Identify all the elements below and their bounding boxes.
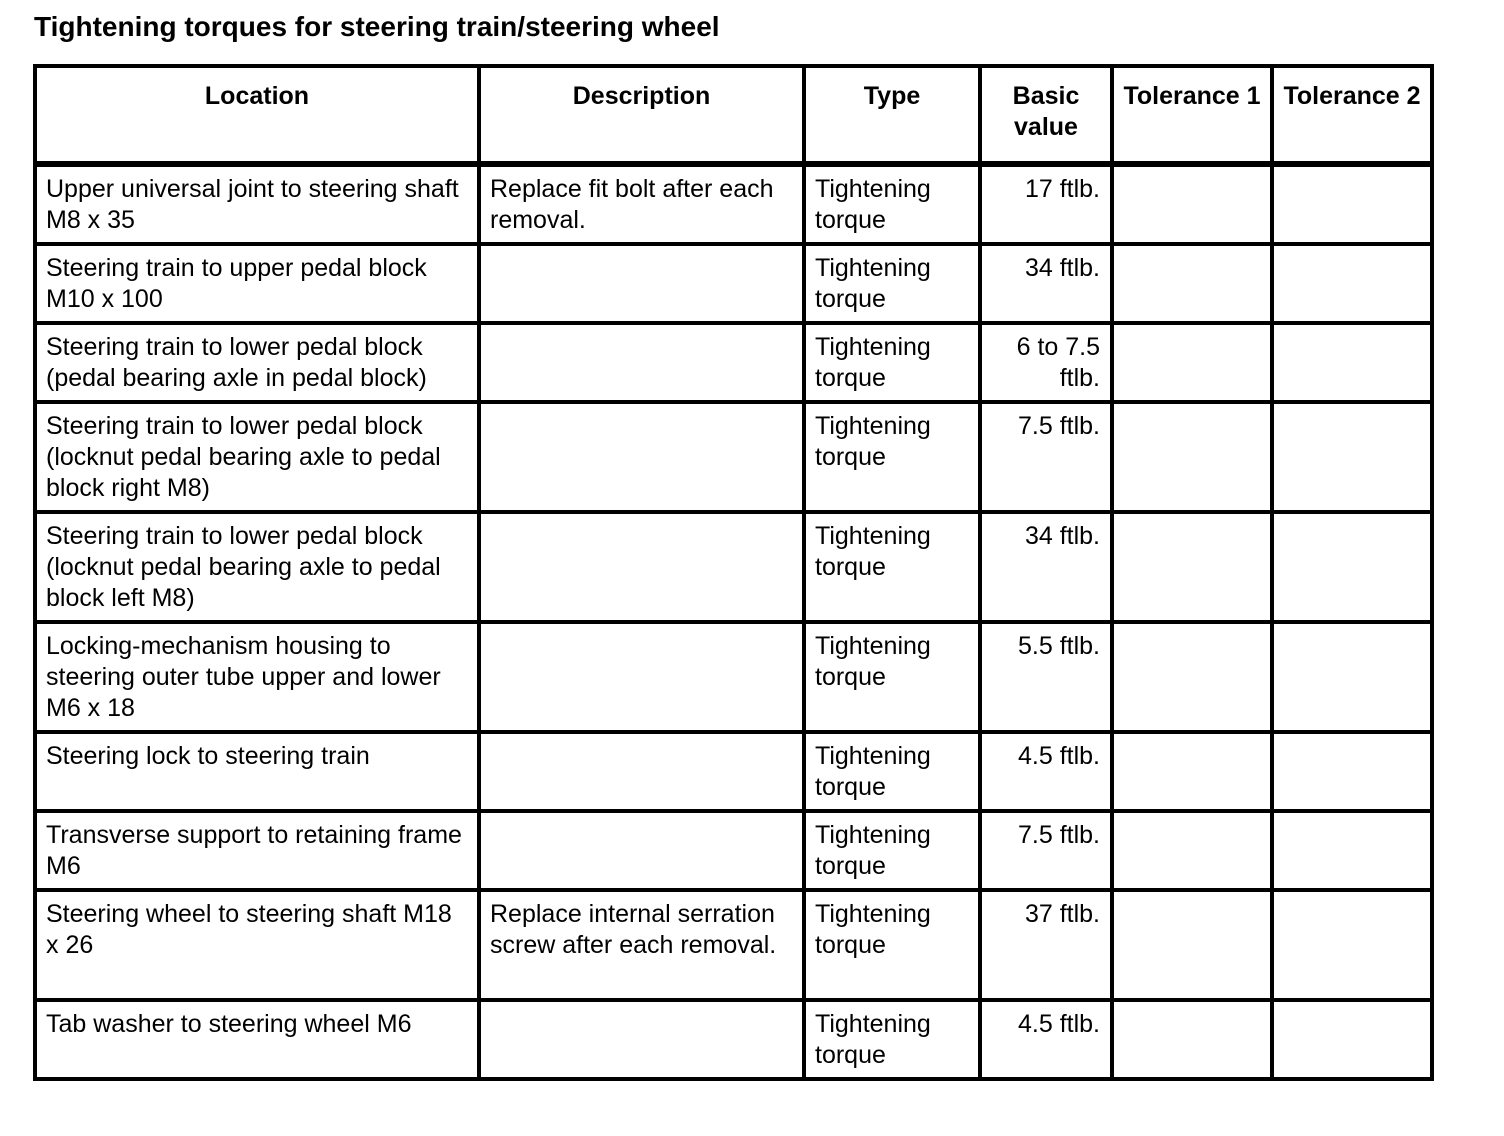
cell-type: Tightening torque xyxy=(804,811,980,890)
cell-tolerance-2 xyxy=(1272,402,1432,512)
table-row xyxy=(35,244,1432,323)
table-row xyxy=(35,732,1432,811)
cell-tolerance-2 xyxy=(1272,890,1432,1000)
cell-type: Tightening torque xyxy=(804,164,980,244)
cell-tolerance-2 xyxy=(1272,811,1432,890)
cell-basic-value: 5.5 ftlb. xyxy=(980,622,1112,732)
cell-location: Steering lock to steering train xyxy=(35,732,479,811)
torque-table xyxy=(33,64,1434,1081)
cell-location: Upper universal joint to steering shaft M8 x 35 xyxy=(35,164,479,244)
column-header-tolerance-1: Tolerance 1 xyxy=(1112,66,1272,164)
table-row xyxy=(35,164,1432,244)
cell-type: Tightening torque xyxy=(804,732,980,811)
cell-tolerance-1 xyxy=(1112,811,1272,890)
cell-description xyxy=(479,512,804,622)
cell-location: Steering train to lower pedal block (locknut pedal bearing axle to pedal block right M8) xyxy=(35,402,479,512)
cell-location: Steering train to upper pedal block M10 x 100 xyxy=(35,244,479,323)
cell-description xyxy=(479,1000,804,1079)
cell-basic-value: 34 ftlb. xyxy=(980,244,1112,323)
cell-location: Steering train to lower pedal block (pedal bearing axle in pedal block) xyxy=(35,323,479,402)
column-header-type: Type xyxy=(804,66,980,164)
cell-tolerance-1 xyxy=(1112,244,1272,323)
cell-tolerance-1 xyxy=(1112,890,1272,1000)
cell-tolerance-2 xyxy=(1272,622,1432,732)
cell-type: Tightening torque xyxy=(804,1000,980,1079)
cell-basic-value: 6 to 7.5 ftlb. xyxy=(980,323,1112,402)
cell-type: Tightening torque xyxy=(804,323,980,402)
column-header-location: Location xyxy=(35,66,479,164)
cell-location: Steering train to lower pedal block (locknut pedal bearing axle to pedal block left M8) xyxy=(35,512,479,622)
cell-type: Tightening torque xyxy=(804,622,980,732)
cell-basic-value: 34 ftlb. xyxy=(980,512,1112,622)
cell-tolerance-1 xyxy=(1112,402,1272,512)
cell-type: Tightening torque xyxy=(804,244,980,323)
cell-description: Replace fit bolt after each removal. xyxy=(479,164,804,244)
cell-type: Tightening torque xyxy=(804,402,980,512)
column-header-tolerance-2: Tolerance 2 xyxy=(1272,66,1432,164)
cell-tolerance-1 xyxy=(1112,732,1272,811)
cell-basic-value: 4.5 ftlb. xyxy=(980,1000,1112,1079)
table-row xyxy=(35,811,1432,890)
cell-location: Steering wheel to steering shaft M18 x 26 xyxy=(35,890,479,1000)
cell-location: Transverse support to retaining frame M6 xyxy=(35,811,479,890)
column-header-description: Description xyxy=(479,66,804,164)
cell-basic-value: 7.5 ftlb. xyxy=(980,402,1112,512)
cell-tolerance-2 xyxy=(1272,244,1432,323)
cell-tolerance-2 xyxy=(1272,164,1432,244)
table-row xyxy=(35,512,1432,622)
column-header-basic-value: Basic value xyxy=(980,66,1112,164)
cell-tolerance-1 xyxy=(1112,323,1272,402)
cell-type: Tightening torque xyxy=(804,512,980,622)
table-row xyxy=(35,1000,1432,1079)
cell-description xyxy=(479,732,804,811)
cell-location: Locking-mechanism housing to steering outer tube upper and lower M6 x 18 xyxy=(35,622,479,732)
cell-basic-value: 7.5 ftlb. xyxy=(980,811,1112,890)
cell-location: Tab washer to steering wheel M6 xyxy=(35,1000,479,1079)
table-row xyxy=(35,622,1432,732)
cell-description xyxy=(479,402,804,512)
cell-tolerance-1 xyxy=(1112,512,1272,622)
cell-basic-value: 17 ftlb. xyxy=(980,164,1112,244)
cell-tolerance-1 xyxy=(1112,1000,1272,1079)
cell-basic-value: 37 ftlb. xyxy=(980,890,1112,1000)
cell-tolerance-1 xyxy=(1112,164,1272,244)
cell-tolerance-2 xyxy=(1272,323,1432,402)
cell-type: Tightening torque xyxy=(804,890,980,1000)
cell-tolerance-2 xyxy=(1272,1000,1432,1079)
cell-description xyxy=(479,244,804,323)
table-header-row xyxy=(35,66,1432,164)
cell-description: Replace internal serration screw after each removal. xyxy=(479,890,804,1000)
page-title: Tightening torques for steering train/steering wheel xyxy=(34,11,720,42)
table-row xyxy=(35,402,1432,512)
cell-tolerance-2 xyxy=(1272,732,1432,811)
table-row xyxy=(35,323,1432,402)
cell-tolerance-2 xyxy=(1272,512,1432,622)
table-row xyxy=(35,890,1432,1000)
cell-description xyxy=(479,323,804,402)
cell-description xyxy=(479,811,804,890)
cell-tolerance-1 xyxy=(1112,622,1272,732)
cell-basic-value: 4.5 ftlb. xyxy=(980,732,1112,811)
cell-description xyxy=(479,622,804,732)
